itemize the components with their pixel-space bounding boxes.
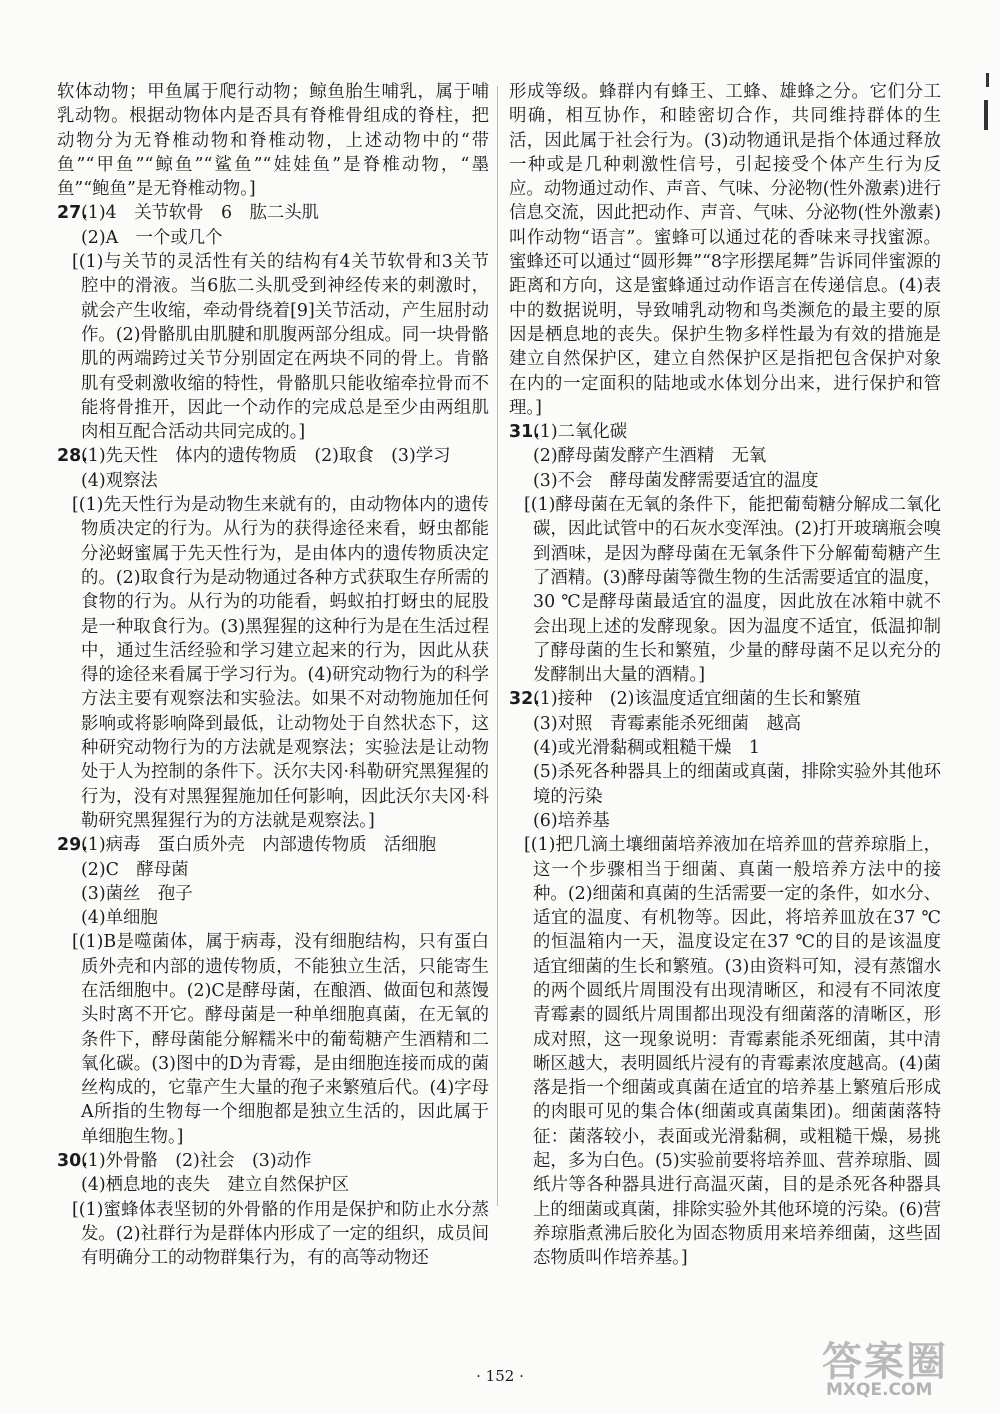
answer-text: (1)外骨骼 (2)社会 (3)动作: [81, 1151, 312, 1172]
explanation-paragraph: [(1)先天性行为是动物生来就有的，由动物体内的遗传物质决定的行为。从行为的获得途径来看，蚜虫都能分泌蚜蜜属于先天性行为，是由体内的遗传物质决定的。(2)取食行为是动物通过各种方式获取生存所需的食物的行为。从行为的功能看，蚂蚁拍打蚜虫的屁股是一种取食行为。(3)黑猩猩的这种行为是在生活过程中，通过生活经验和学习建立起来的行为，因此从获得的途径来看属于学习行为。(4)研究动物行为的科学方法主要有观察法和实验法。如果不对动物施加任何影响或将影响降到最低，让动物处于自然状态下，这种研究动物行为的方法就是观察法；实验法是让动物处于人为控制的条件下。沃尔夫冈·科勒研究黑猩猩的行为，没有对黑猩猩施加任何影响，因此沃尔夫冈·科勒研究黑猩猩行为的方法就是观察法。]: [72, 495, 489, 831]
explanation-paragraph: [(1)与关节的灵活性有关的结构有4关节软骨和3关节腔中的滑液。当6肱二头肌受到神经传来的刺激时，就会产生收缩，牵动骨绕着[9]关节活动，产生屈肘动作。(2)骨骼肌由肌腱和肌腹两部分组成。同一块骨骼肌的两端跨过关节分别固定在两块不同的骨上。肯骼肌有受刺激收缩的特性，骨骼肌只能收缩牵拉骨而不能将骨推开，因此一个动作的完成总是至少由两组肌肉相互配合活动共同完成的。]: [72, 252, 489, 443]
watermark-url: MXQE.COM: [826, 1380, 933, 1400]
right-column: [509, 80, 941, 1271]
answer-line: (3)对照 青霉素能杀死细菌 越高: [533, 713, 802, 734]
answer-line: (5)杀死各种器具上的细菌或真菌，排除实验外其他环境的污染: [533, 762, 941, 807]
margin-mark: [986, 73, 989, 87]
answer-text: (1)4 关节软骨 6 肱二头肌: [81, 203, 320, 224]
question-number: 27.: [57, 203, 88, 224]
margin-mark: [984, 100, 988, 130]
question-number: 30.: [57, 1151, 88, 1172]
answer-line: (2)C 酵母菌: [81, 859, 189, 880]
answer-text: (1)先天性 体内的遗传物质 (2)取食 (3)学习: [81, 446, 451, 467]
answer-line: (3)菌丝 孢子: [81, 883, 193, 904]
question-answer-line: [57, 1149, 489, 1173]
answer-line: (3)不会 酵母菌发酵需要适宜的温度: [533, 470, 819, 491]
answer-line: (4)单细胞: [81, 908, 158, 929]
continued-paragraph: 软体动物；甲鱼属于爬行动物；鲸鱼胎生哺乳，属于哺乳动物。根据动物体内是否具有脊椎骨组成的脊柱，把动物分为无脊椎动物和脊椎动物，上述动物中的“带鱼”“甲鱼”“鲸鱼”“鲨鱼”“娃娃鱼”是脊椎动物，“墨鱼”“鲍鱼”是无脊椎动物。]: [57, 82, 489, 200]
answer-line: (2)A 一个或几个: [81, 227, 223, 248]
watermark-text: 答案圈: [822, 1339, 948, 1385]
page-number: · 152 ·: [476, 1367, 524, 1385]
explanation-paragraph: [(1)B是噬菌体，属于病毒，没有细胞结构，只有蛋白质外壳和内部的遗传物质，不能独立生活，只能寄生在活细胞中。(2)C是酵母菌，在酿酒、做面包和蒸馒头时离不开它。酵母菌是一种单细胞真菌，在无氧的条件下，酵母菌能分解糯米中的葡萄糖产生酒精和二氧化碳。(3)图中的D为青霉，是由细胞连接而成的菌丝构成的，它靠产生大量的孢子来繁殖后代。(4)字母A所指的生物每一个细胞都是独立生活的，因此属于单细胞生物。]: [72, 932, 489, 1147]
explanation-paragraph: [(1)把几滴土壤细菌培养液加在培养皿的营养琼脂上，这一个步骤相当于细菌、真菌一般培养方法中的接种。(2)细菌和真菌的生活需要一定的条件，如水分、适宜的温度、有机物等。因此，将培养皿放在37 ℃的恒温箱内一天，温度设定在37 ℃的目的是该温度适宜细菌的生长和繁殖。(3)由资料可知，浸有蒸馏水的两个圆纸片周围没有出现清晰区，和浸有不同浓度青霉素的圆纸片周围都出现没有细菌落的清晰区，形成对照，这一现象说明：青霉素能杀死细菌，其中清晰区越大，表明圆纸片浸有的青霉素浓度越高。(4)菌落是指一个细菌或真菌在适宜的培养基上繁殖后形成的肉眼可见的集合体(细菌或真菌集团)。细菌菌落特征：菌落较小，表面或光滑黏稠，或粗糙干燥，易挑起，多为白色。(5)实验前要将培养皿、营养琼脂、圆纸片等各种器具进行高温灭菌，目的是杀死各种器具上的细菌或真菌，排除实验外其他环境的污染。(6)营养琼脂煮沸后胶化为固态物质用来培养细菌，这些固态物质叫作培养基。]: [524, 835, 941, 1269]
watermark-logo: [822, 1330, 992, 1408]
answer-line: (4)观察法: [81, 470, 158, 491]
left-column: [57, 80, 489, 1271]
question-answer-line: [57, 833, 489, 857]
answer-line: (6)培养基: [533, 810, 610, 831]
question-answer-line: [57, 201, 489, 225]
question-number: 28.: [57, 446, 88, 467]
question-number: 31.: [509, 422, 540, 443]
column-divider: [497, 86, 498, 1206]
answer-text: (1)病毒 蛋白质外壳 内部遗传物质 活细胞: [81, 835, 437, 856]
question-answer-line: [509, 687, 941, 711]
explanation-paragraph: [(1)酵母菌在无氧的条件下，能把葡萄糖分解成二氧化碳，因此试管中的石灰水变浑浊。(2)打开玻璃瓶会嗅到酒味，是因为酵母菌在无氧条件下分解葡萄糖产生了酒精。(3)酵母菌等微生物的生活需要适宜的温度，30 ℃是酵母菌最适宜的温度，因此放在冰箱中就不会出现上述的发酵现象。因为温度不适宜，低温抑制了酵母菌的生长和繁殖，少量的酵母菌不足以充分的发酵制出大量的酒精。]: [524, 495, 941, 686]
answer-text: (1)接种 (2)该温度适宜细菌的生长和繁殖: [533, 689, 861, 710]
answer-line: (2)酵母菌发酵产生酒精 无氧: [533, 446, 767, 467]
answer-line: (4)栖息地的丧失 建立自然保护区: [81, 1175, 350, 1196]
question-answer-line: [509, 420, 941, 444]
answer-line: (4)或光滑黏稠或粗糙干燥 1: [533, 738, 760, 759]
continued-paragraph: 形成等级。蜂群内有蜂王、工蜂、雄蜂之分。它们分工明确，相互协作，和睦密切合作，共同维持群体的生活，因此属于社会行为。(3)动物通讯是指个体通过释放一种或是几种刺激性信号，引起接受个体产生行为反应。动物通过动作、声音、气味、分泌物(性外激素)进行信息交流，因此把动作、声音、气味、分泌物(性外激素)叫作动物“语言”。蜜蜂可以通过花的香味来寻找蜜源。蜜蜂还可以通过“圆形舞”“8字形摆尾舞”告诉同伴蜜源的距离和方向，这是蜜蜂通过动作语言在传递信息。(4)表中的数据说明，导致哺乳动物和鸟类濒危的最主要的原因是栖息地的丧失。保护生物多样性最为有效的措施是建立自然保护区，建立自然保护区是指把包含保护对象在内的一定面积的陆地或水体划分出来，进行保护和管理。]: [509, 82, 941, 418]
answer-text: (1)二氧化碳: [533, 422, 628, 443]
question-answer-line: [57, 444, 489, 468]
explanation-paragraph: [(1)蜜蜂体表坚韧的外骨骼的作用是保护和防止水分蒸发。(2)社群行为是群体内形成了一定的组织，成员间有明确分工的动物群集行为，有的高等动物还: [72, 1199, 489, 1269]
question-number: 32.: [509, 689, 540, 710]
question-number: 29.: [57, 835, 88, 856]
